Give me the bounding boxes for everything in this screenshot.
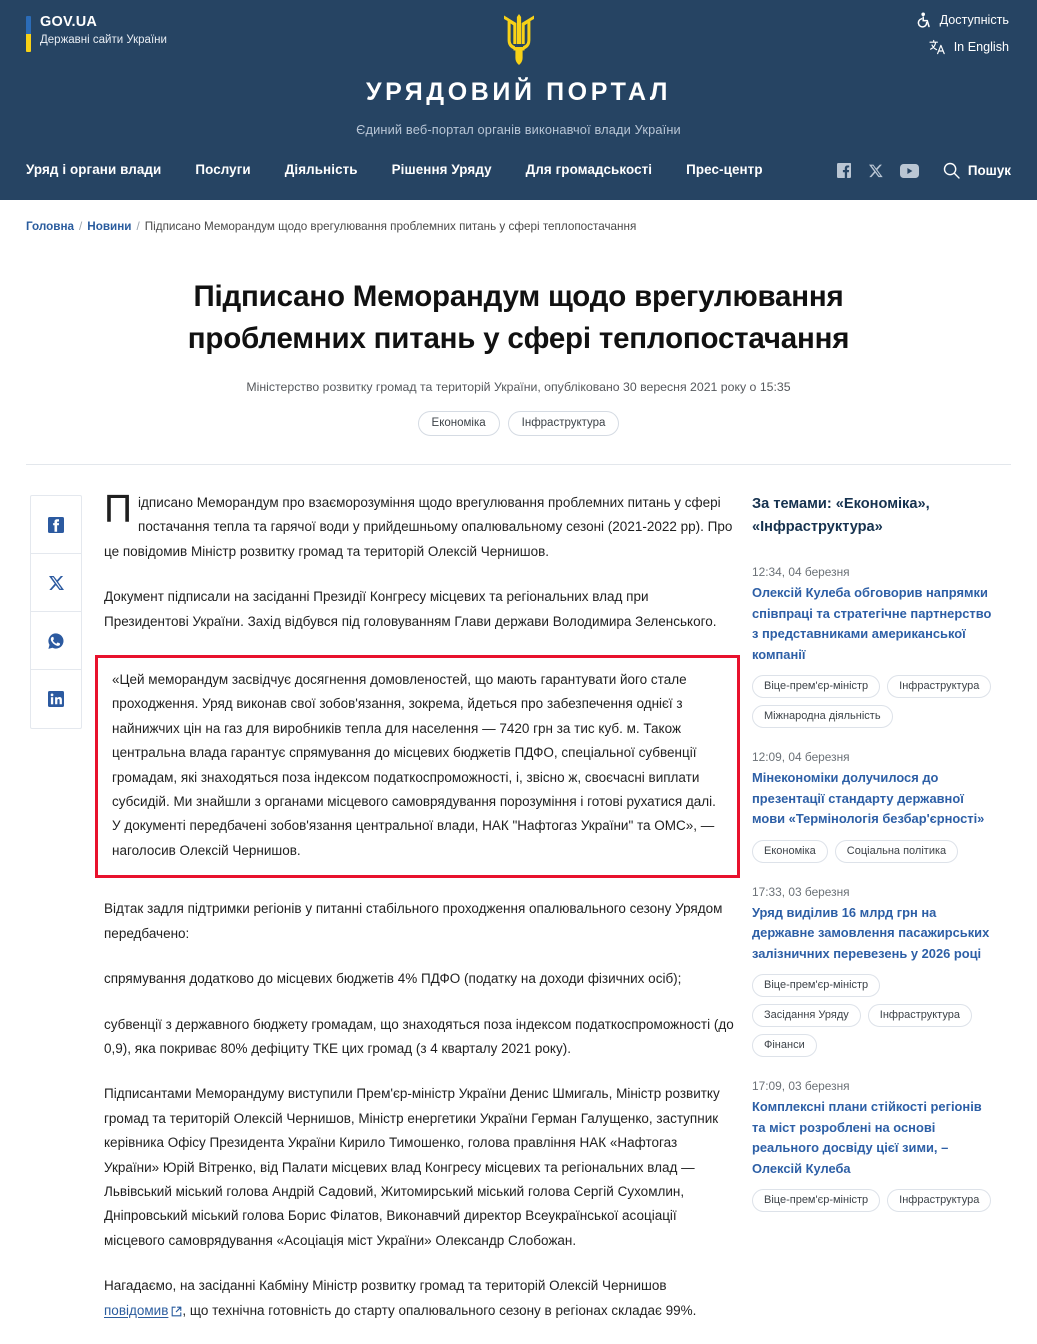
sidebar-item-title[interactable]: Комплексні плани стійкості регіонів та міст розроблені на основі реального досвіду цієї зими, – Олексій Кулеба — [752, 1099, 982, 1176]
article-paragraph-7 — [104, 1274, 734, 1323]
article-p7-after: , що технічна готовність до старту опалювального сезону в регіонах складає 99%. — [182, 1302, 697, 1318]
sidebar-item-time: 12:09, 04 березня — [752, 750, 850, 764]
linkedin-share-icon[interactable] — [31, 670, 81, 728]
article-paragraph-3: Відтак задля підтримки регіонів у питанні стабільного проходження опалювального сезону Урядом передбачено: — [104, 901, 723, 941]
nav-item-government[interactable]: Уряд і органи влади — [26, 162, 162, 177]
sidebar-tag[interactable]: Міжнародна діяльність — [752, 705, 893, 728]
translate-language-icon — [929, 39, 946, 55]
article-byline: Міністерство розвитку громад та територій України, опубліковано 30 вересня 2021 року о 15:35 — [246, 380, 791, 394]
header-utility-links — [917, 12, 1009, 55]
sidebar-tag[interactable]: Соціальна політика — [835, 840, 958, 863]
ukraine-flag-bar-icon — [26, 16, 31, 52]
sidebar-tag[interactable]: Віце-прем'єр-міністр — [752, 1189, 880, 1212]
sidebar-item-time: 17:09, 03 березня — [752, 1079, 850, 1093]
search-button[interactable] — [943, 162, 1011, 179]
gov-ua-logo[interactable] — [26, 14, 167, 52]
gov-ua-logo-subtitle: Державні сайти України — [40, 34, 167, 46]
breadcrumb-separator: / — [79, 219, 83, 233]
article-header — [0, 252, 1037, 436]
share-rail — [26, 491, 104, 1344]
article-tag-infrastructure[interactable]: Інфраструктура — [508, 411, 620, 436]
language-switch-link[interactable] — [929, 39, 1009, 55]
article-paragraph-lead — [104, 488, 734, 564]
article-body — [104, 488, 744, 1344]
sidebar-item-tags — [752, 840, 992, 863]
article-paragraph-5: субвенції з державного бюджету громадам, що знаходяться поза індексом податкоспроможності (до 0,9), яка покриває 80% дефіциту ТКЕ цих громад (з 4 кварталу 2021 року). — [104, 1016, 734, 1056]
site-header — [0, 0, 1037, 200]
youtube-icon[interactable] — [900, 164, 919, 178]
sidebar-tag[interactable]: Інфраструктура — [887, 675, 991, 698]
x-twitter-icon[interactable] — [869, 164, 883, 178]
breadcrumb-home[interactable]: Головна — [26, 219, 75, 233]
sidebar-item-tags — [752, 675, 992, 728]
search-icon — [943, 162, 960, 179]
article-tag-economy[interactable]: Економіка — [418, 411, 500, 436]
article-tag-list — [150, 411, 887, 436]
sidebar-tag[interactable]: Засідання Уряду — [752, 1004, 861, 1027]
portal-subtitle: Єдиний веб-портал органів виконавчої влади України — [356, 122, 681, 137]
article-lead-text: ідписано Меморандум про взаєморозуміння щодо врегулювання проблемних питань у сфері постачання тепла та гарячої води у прийдешньому опалювальному сезоні (2021-2022 рр). Про це повідомив Міністр розвитку громад та територій Олексій Чернишов. — [104, 495, 733, 559]
ukraine-trident-coat-of-arms-icon — [495, 10, 543, 70]
header-social-and-search — [837, 162, 1011, 179]
sidebar-tag[interactable]: Інфраструктура — [887, 1189, 991, 1212]
breadcrumb-separator-2: / — [136, 219, 140, 233]
article-paragraph-2: Документ підписали на засіданні Президії Конгресу місцевих та регіональних влад при Президентові України. Захід відбувся під головуванням Глави держави Володимира Зеленського. — [104, 589, 717, 629]
sidebar-item-time: 17:33, 03 березня — [752, 884, 850, 899]
accessibility-link[interactable] — [917, 12, 1009, 28]
sidebar-tag[interactable]: Інфраструктура — [868, 1004, 972, 1027]
sidebar-heading: За темами: «Економіка», «Інфраструктура» — [752, 496, 930, 535]
article-paragraph-6: Підписантами Меморандуму виступили Прем'єр-міністр України Денис Шмигаль, Міністр розвитку громад та територій Олексій Чернишов, Міністр енергетики України Герман Галущенко, заступник керівника Офісу Президента України Кирило Тимошенко, голова правління НАК «Нафтогаз України» Юрій Вітренко, від Палати місцевих влад Конгресу місцевих та регіональних влад — Львівський міський голова Андрій Садовий, Житомирський міський голова Сергій Сухомлин, Дніпровський міський голова Борис Філатов, Виконавчий директор Всеукраїнської асоціації місцевого самоврядування «Асоціація міст України» Олександр Слобожан. — [104, 1086, 720, 1248]
facebook-share-icon[interactable] — [31, 496, 81, 554]
x-twitter-share-icon[interactable] — [31, 554, 81, 612]
page-body — [0, 465, 1037, 1344]
search-label: Пошук — [967, 163, 1011, 178]
breadcrumb — [26, 220, 636, 233]
accessibility-wheelchair-icon — [917, 12, 932, 28]
external-link-icon — [171, 1306, 182, 1317]
nav-item-services[interactable]: Послуги — [195, 162, 251, 177]
article-highlighted-quote — [95, 655, 740, 878]
external-report-link[interactable]: повідомив — [104, 1302, 169, 1318]
nav-item-decisions[interactable]: Рішення Уряду — [391, 162, 492, 177]
breadcrumb-news[interactable]: Новини — [87, 219, 132, 233]
main-navigation — [26, 162, 763, 177]
article-paragraph-4: спрямування додатково до місцевих бюджетів 4% ПДФО (податку на доходи фізичних осіб); — [104, 971, 682, 987]
nav-item-activity[interactable]: Діяльність — [284, 162, 358, 177]
gov-ua-logo-title: GOV.UA — [40, 14, 98, 30]
sidebar-news-item — [752, 565, 992, 728]
article-quote-text: «Цей меморандум засвідчує досягнення домовленостей, що мають гарантувати його стале проходження. Уряд виконав свої зобов'язання, зокрема, йдеться про забезпечення однієї з найнижчих цін на газ для виробників тепла для населення — 7420 грн за тис куб. м. Також центральна влада гарантує спрямування до місцевих бюджетів ПДФО, спеціальної субвенції громадам, які знаходяться поза індексом податкоспроможності, і, звісно ж, своєчасні виплати субсидій. Ми знайшли з органами місцевого самоврядування порозуміння і готові рухатися далі. У документі передбачені зобов'язання центральної влади, НАК "Нафтогаз України" та ОМС», — наголосив Олексій Чернишов. — [112, 672, 716, 858]
page-title: Підписано Меморандум щодо врегулювання проблемних питань у сфері теплопостачання — [187, 280, 850, 355]
sidebar-item-title[interactable]: Мінекономіки долучилося до презентації стандарту державної мови «Термінологія безбар'єрності» — [752, 770, 985, 826]
article-p7-before: Нагадаємо, на засіданні Кабміну Міністр розвитку громад та територій Олексій Чернишов — [104, 1278, 667, 1294]
breadcrumb-current: Підписано Меморандум щодо врегулювання проблемних питань у сфері теплопостачання — [144, 219, 637, 233]
nav-item-public[interactable]: Для громадськості — [525, 162, 653, 177]
related-news-sidebar — [744, 491, 992, 1344]
whatsapp-share-icon[interactable] — [31, 612, 81, 670]
language-label: In English — [953, 40, 1009, 54]
sidebar-tag[interactable]: Віце-прем'єр-міністр — [752, 974, 880, 997]
sidebar-tag[interactable]: Економіка — [752, 840, 828, 863]
facebook-icon[interactable] — [837, 163, 852, 178]
accessibility-label: Доступність — [939, 13, 1009, 27]
article-dropcap: П — [104, 488, 133, 531]
sidebar-news-item — [752, 750, 992, 863]
sidebar-item-tags — [752, 974, 992, 1057]
breadcrumb-bar — [0, 200, 1037, 252]
sidebar-tag[interactable]: Фінанси — [752, 1034, 817, 1057]
sidebar-item-tags — [752, 1189, 992, 1212]
nav-item-press-center[interactable]: Прес-центр — [686, 162, 763, 177]
portal-title: УРЯДОВИЙ ПОРТАЛ — [365, 78, 672, 106]
sidebar-tag[interactable]: Віце-прем'єр-міністр — [752, 675, 880, 698]
sidebar-news-item — [752, 1079, 992, 1212]
sidebar-item-time: 12:34, 04 березня — [752, 565, 850, 579]
sidebar-item-title[interactable]: Олексій Кулеба обговорив напрямки співпраці та стратегічне партнерство з представниками американської компанії — [752, 585, 992, 662]
sidebar-item-title[interactable]: Уряд виділив 16 млрд грн на державне замовлення пасажирських залізничних перевезень у 2026 році — [752, 904, 990, 961]
sidebar-news-item — [752, 885, 992, 1058]
